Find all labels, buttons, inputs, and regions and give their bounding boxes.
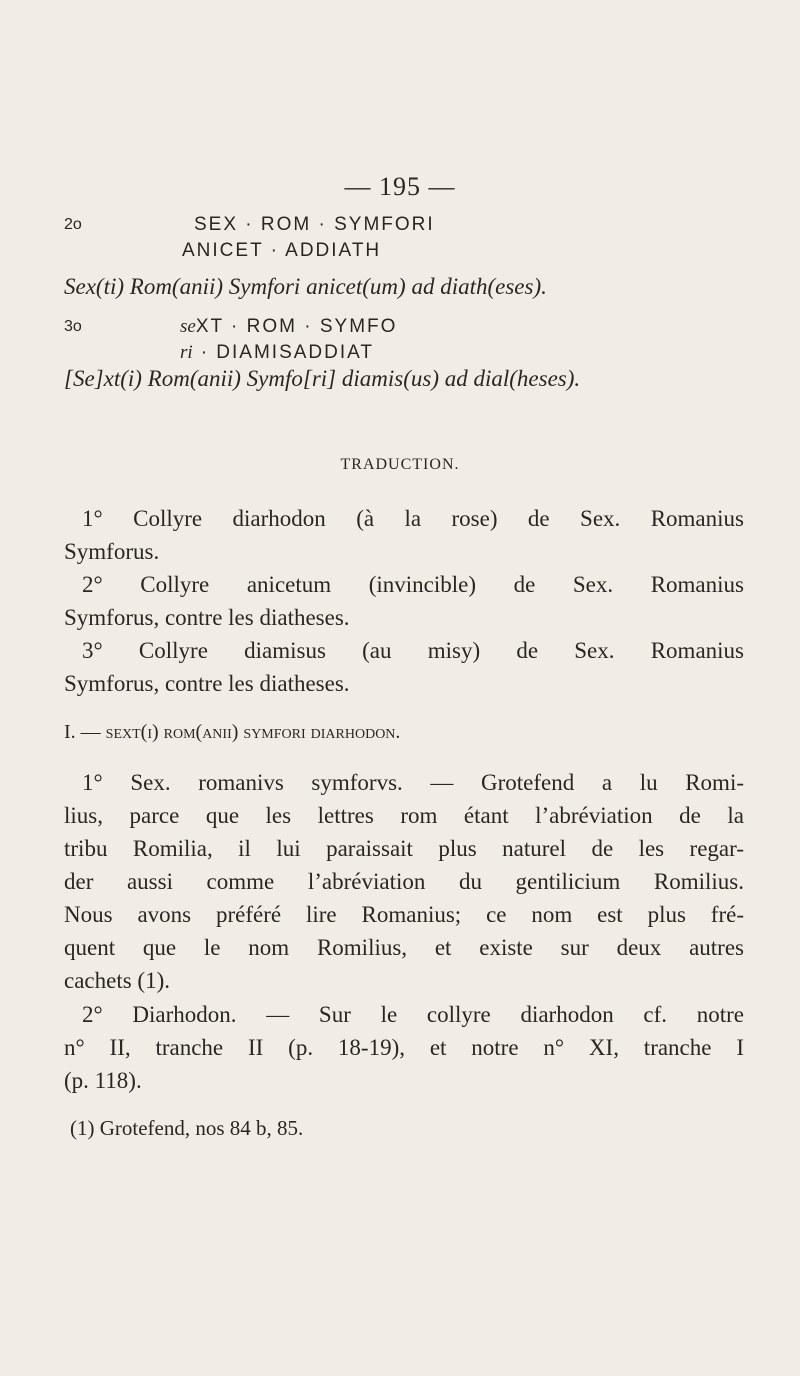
commentary-2 [64, 998, 744, 1031]
inscription-text: · DIAMISADDIAT [200, 342, 375, 363]
footnote: (1) Grotefend, nos 84 b, 85. [70, 1116, 304, 1140]
text-line: 3° Collyre diamisus (au misy) de Sex. Romanius [82, 638, 744, 663]
section-heading: I. — sext(i) rom(anii) symfori diarhodon. [64, 721, 401, 743]
inscription-reading: Sex(ti) Rom(anii) Symfori anicet(um) ad diath(eses). [64, 274, 547, 299]
text-line: quent que le nom Romilius, et existe sur deux autres [64, 935, 744, 960]
translation-3 [64, 634, 744, 700]
inscription-reading: [Se]xt(i) Rom(anii) Symfo[ri] diamis(us) ad dial(heses). [64, 366, 581, 391]
text-line: cachets (1). [64, 968, 170, 993]
inscription-lowercase: se [180, 316, 196, 337]
commentary-1 [64, 766, 744, 997]
inscription-lowercase: ri [180, 342, 193, 363]
inscription-line: SEX · ROM · SYMFORI [194, 214, 435, 235]
text-line: (p. 118). [64, 1068, 142, 1093]
traduction-heading: TRADUCTION. [340, 456, 460, 473]
text-line: Symforus. [64, 539, 160, 564]
translation-1 [64, 502, 744, 568]
inscription-number: 3o [64, 318, 82, 335]
text-line: lius, parce que les lettres rom étant l’abréviation de la [64, 803, 744, 828]
text-line: 2° Diarhodon. — Sur le collyre diarhodon cf. notre [82, 1002, 744, 1027]
inscription-number: 2o [64, 216, 82, 233]
inscription-line [180, 316, 397, 338]
inscription-text: XT · ROM · SYMFO [195, 316, 398, 337]
inscription-line: ANICET · ADDIATH [182, 240, 382, 261]
text-line: 1° Sex. romanivs symforvs. — Grotefend a lu Romi- [82, 770, 744, 795]
commentary-2-cont [64, 1031, 744, 1097]
text-line: 2° Collyre anicetum (invincible) de Sex. Romanius [82, 572, 744, 597]
text-line: Symforus, contre les diatheses. [64, 605, 350, 630]
translation-2 [64, 568, 744, 634]
text-line: der aussi comme l’abréviation du gentilicium Romilius. [64, 869, 744, 894]
text-line: n° II, tranche II (p. 18-19), et notre n° XI, tranche I [64, 1035, 744, 1060]
inscription-line [180, 342, 374, 364]
text-line: 1° Collyre diarhodon (à la rose) de Sex. Romanius [82, 506, 744, 531]
text-line: Symforus, contre les diatheses. [64, 671, 350, 696]
page-number: — 195 — [344, 172, 456, 201]
text-line: Nous avons préféré lire Romanius; ce nom est plus fré- [64, 902, 744, 927]
text-line: tribu Romilia, il lui paraissait plus naturel de les regar- [64, 836, 744, 861]
